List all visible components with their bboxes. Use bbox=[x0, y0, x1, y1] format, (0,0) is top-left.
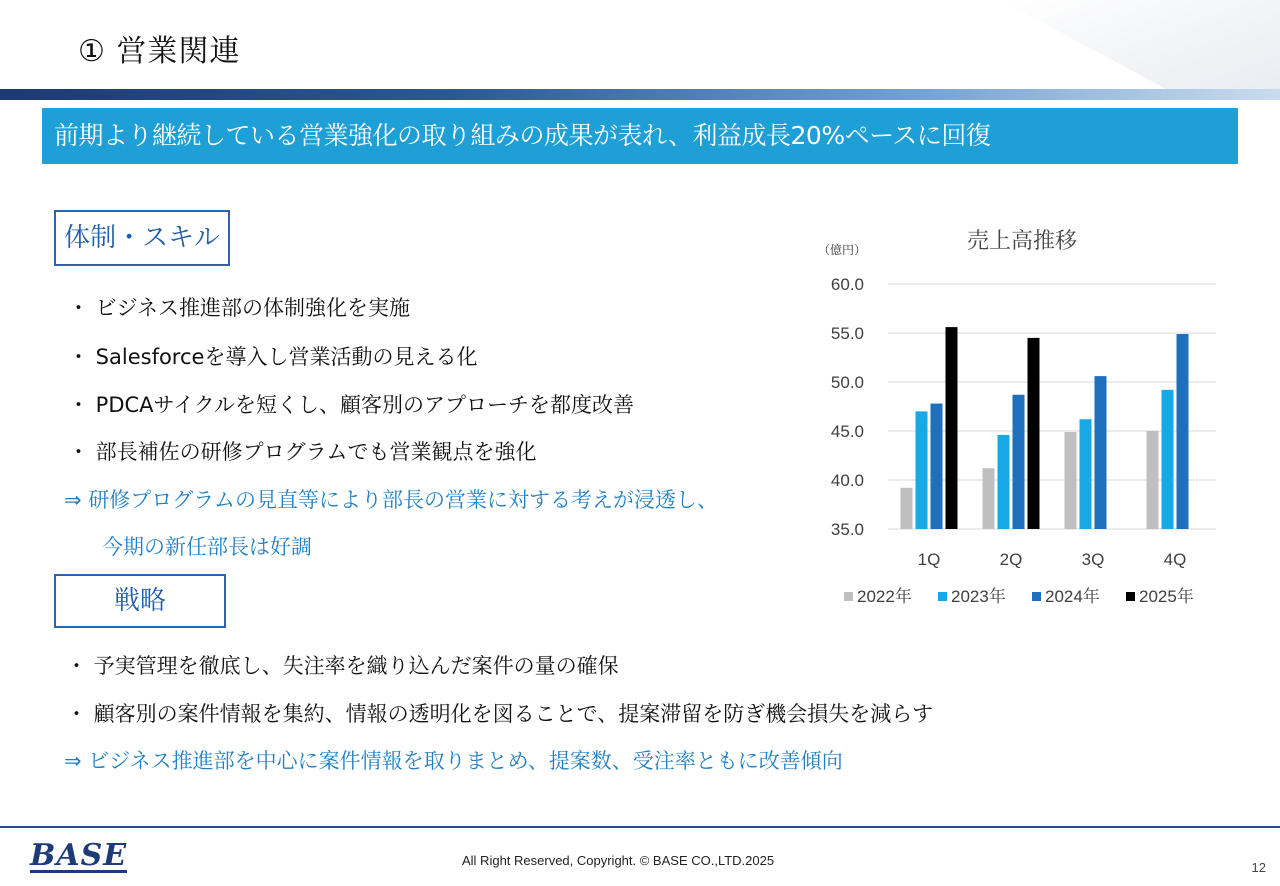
bar-2022年-4Q bbox=[1147, 431, 1159, 529]
chart-unit-label: （億円） bbox=[818, 243, 867, 257]
legend-label: 2024年 bbox=[1045, 587, 1100, 606]
bar-2024年-3Q bbox=[1095, 376, 1107, 529]
bar-2025年-1Q bbox=[946, 327, 958, 529]
title-rule bbox=[0, 89, 1280, 100]
legend-label: 2023年 bbox=[951, 587, 1006, 606]
legend-swatch bbox=[844, 592, 853, 601]
bar-2022年-2Q bbox=[983, 468, 995, 529]
bar-2024年-1Q bbox=[931, 404, 943, 529]
legend-label: 2025年 bbox=[1139, 587, 1194, 606]
y-tick-label: 55.0 bbox=[830, 324, 864, 343]
x-tick-label: 2Q bbox=[999, 550, 1023, 569]
bar-2022年-1Q bbox=[901, 488, 913, 529]
bar-2023年-1Q bbox=[916, 411, 928, 529]
bar-2023年-3Q bbox=[1080, 419, 1092, 529]
copyright-text: All Right Reserved, Copyright. © BASE CO.,LTD.2025 bbox=[462, 853, 775, 868]
bullet-item: ・ Salesforceを導入し営業活動の見える化 bbox=[68, 345, 478, 369]
y-tick-label: 50.0 bbox=[830, 373, 864, 392]
legend-swatch bbox=[1126, 592, 1135, 601]
x-tick-label: 3Q bbox=[1081, 550, 1105, 569]
x-tick-label: 4Q bbox=[1163, 550, 1187, 569]
legend-swatch bbox=[1032, 592, 1041, 601]
bullet-item: ・ 予実管理を徹底し、失注率を織り込んだ案件の量の確保 bbox=[66, 654, 619, 678]
y-tick-label: 35.0 bbox=[830, 520, 864, 539]
legend-label: 2022年 bbox=[857, 587, 912, 606]
page-title: ① 営業関連 bbox=[78, 34, 241, 69]
bullet-item: ・ 顧客別の案件情報を集約、情報の透明化を図ることで、提案滞留を防ぎ機会損失を減らす bbox=[66, 702, 934, 726]
section-label-strategy: 戦略 bbox=[54, 574, 226, 628]
corner-decoration bbox=[1000, 0, 1280, 90]
conclusion-line: ⇒ 研修プログラムの見直等により部長の営業に対する考えが浸透し、 bbox=[64, 488, 719, 512]
y-tick-label: 40.0 bbox=[830, 471, 864, 490]
page-number: 12 bbox=[1251, 860, 1266, 875]
bullet-item: ・ 部長補佐の研修プログラムでも営業観点を強化 bbox=[68, 440, 537, 464]
chart-title: 売上高推移 bbox=[966, 228, 1078, 253]
headline-banner: 前期より継続している営業強化の取り組みの成果が表れ、利益成長20%ペースに回復 bbox=[42, 108, 1238, 164]
y-tick-label: 45.0 bbox=[830, 422, 864, 441]
bullet-item: ・ PDCAサイクルを短くし、顧客別のアプローチを都度改善 bbox=[68, 393, 635, 417]
bar-2023年-4Q bbox=[1162, 390, 1174, 529]
bar-2024年-4Q bbox=[1177, 334, 1189, 529]
legend-swatch bbox=[938, 592, 947, 601]
bar-2022年-3Q bbox=[1065, 432, 1077, 529]
conclusion-line: ⇒ ビジネス推進部を中心に案件情報を取りまとめ、提案数、受注率ともに改善傾向 bbox=[64, 749, 843, 773]
y-tick-label: 60.0 bbox=[830, 275, 864, 294]
sales-trend-chart bbox=[800, 210, 1220, 620]
bar-2025年-2Q bbox=[1028, 338, 1040, 529]
bar-2023年-2Q bbox=[998, 435, 1010, 529]
conclusion-line: 今期の新任部長は好調 bbox=[102, 535, 312, 559]
bullet-item: ・ ビジネス推進部の体制強化を実施 bbox=[68, 296, 411, 320]
section-label-structure-skill: 体制・スキル bbox=[54, 210, 230, 266]
footer-rule bbox=[0, 826, 1280, 828]
bar-2024年-2Q bbox=[1013, 395, 1025, 529]
x-tick-label: 1Q bbox=[917, 550, 941, 569]
base-logo: BASE bbox=[30, 838, 128, 873]
